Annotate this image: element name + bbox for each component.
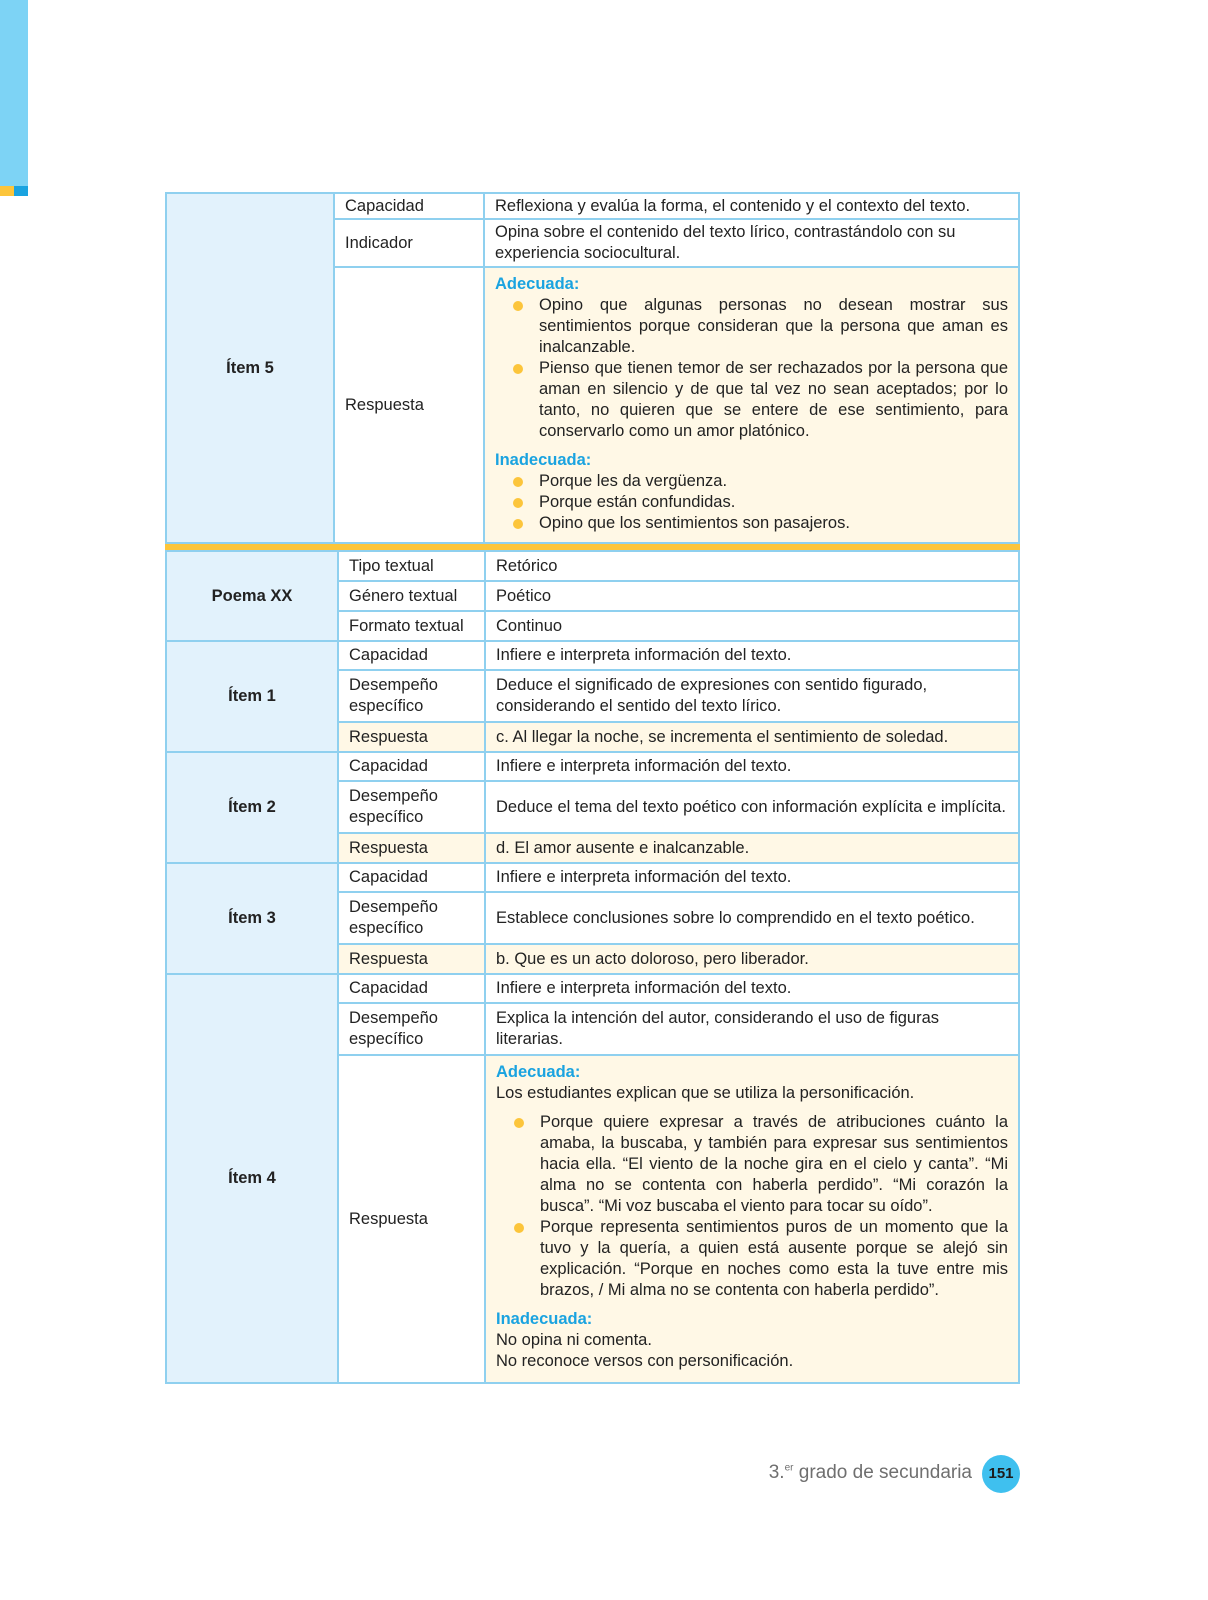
item5-capacidad: Reflexiona y evalúa la forma, el contenido y el contexto del texto. (484, 193, 1019, 219)
genero-textual-label: Género textual (338, 581, 485, 611)
item5-table (165, 192, 1020, 580)
list-item: Pienso que tienen temor de ser rechazados por la persona que aman en silencio y de que tal vez no sean aceptados; por lo tanto, no quieren que se entere de ese sentimiento, para conservarlo como un amor platónico. (495, 358, 1008, 442)
page-number: 151 (982, 1455, 1020, 1493)
item2-respuesta: d. El amor ausente e inalcanzable. (485, 833, 1019, 863)
list-item: Porque están confundidas. (495, 492, 1008, 513)
item5-title: Ítem 5 (166, 193, 334, 543)
desempeno-line-2: específico (349, 808, 424, 826)
item5-inadecuada-label: Inadecuada: (495, 451, 592, 469)
item3-respuesta-label: Respuesta (338, 944, 485, 974)
item4-inadecuada-1: No opina ni comenta. (496, 1331, 652, 1349)
item4-adecuada-intro: Los estudiantes explican que se utiliza la personificación. (496, 1084, 915, 1102)
item4-respuesta (485, 1055, 1019, 1383)
item3-desempeno: Establece conclusiones sobre lo comprendido en el texto poético. (485, 892, 1019, 944)
item4-inadecuada-label: Inadecuada: (496, 1310, 593, 1328)
item2-desempeno: Deduce el tema del texto poético con información explícita e implícita. (485, 781, 1019, 833)
formato-textual-label: Formato textual (338, 611, 485, 641)
item2-respuesta-label: Respuesta (338, 833, 485, 863)
desempeno-line-2: específico (349, 1030, 424, 1048)
item4-capacidad: Infiere e interpreta información del texto. (485, 974, 1019, 1003)
item5-capacidad-label: Capacidad (334, 193, 484, 219)
poema-title: Poema XX (166, 551, 338, 641)
item5-indicador-label: Indicador (334, 219, 484, 267)
list-item: Opino que los sentimientos son pasajeros. (495, 513, 1008, 534)
item2-title: Ítem 2 (166, 752, 338, 863)
list-item: Opino que algunas personas no desean mostrar sus sentimientos porque consideran que la persona que aman es inalcanzable. (495, 295, 1008, 358)
desempeno-line-2: específico (349, 919, 424, 937)
grade-text: grado de secundaria (793, 1462, 972, 1483)
item5-adecuada-list (495, 295, 1008, 442)
texto2-table (165, 550, 1020, 1384)
side-color-bar (0, 0, 28, 186)
desempeno-line-1: Desempeño (349, 676, 438, 694)
desempeno-line-1: Desempeño (349, 1009, 438, 1027)
item5-adecuada-label: Adecuada: (495, 275, 580, 293)
item2-capacidad: Infiere e interpreta información del texto. (485, 752, 1019, 781)
item5-respuesta (484, 267, 1019, 543)
desempeno-line-2: específico (349, 697, 424, 715)
item4-respuesta-label: Respuesta (338, 1055, 485, 1383)
list-item: Porque representa sentimientos puros de un momento que la tuvo y la quería, a quien está ausente porque se alejó sin explicación. “Porque en noches como esta la tuve entre mis brazos, / Mi alma no se contenta con haberla perdido”. (496, 1217, 1008, 1301)
item1-respuesta: c. Al llegar la noche, se incrementa el sentimiento de soledad. (485, 722, 1019, 752)
list-item: Porque les da vergüenza. (495, 471, 1008, 492)
item1-capacidad: Infiere e interpreta información del texto. (485, 641, 1019, 670)
grade-superscript: er (784, 1462, 794, 1474)
item1-capacidad-label: Capacidad (338, 641, 485, 670)
item1-desempeno-label (338, 670, 485, 722)
item2-capacidad-label: Capacidad (338, 752, 485, 781)
tipo-textual-label: Tipo textual (338, 551, 485, 581)
item1-desempeno: Deduce el significado de expresiones con sentido figurado, considerando el sentido del texto lírico. (485, 670, 1019, 722)
genero-textual: Poético (485, 581, 1019, 611)
item5-inadecuada-list (495, 471, 1008, 534)
desempeno-line-1: Desempeño (349, 898, 438, 916)
footer-grade (769, 1462, 972, 1484)
item3-desempeno-label (338, 892, 485, 944)
item4-inadecuada-2: No reconoce versos con personificación. (496, 1352, 794, 1370)
desempeno-line-1: Desempeño (349, 787, 438, 805)
side-accent-blue (14, 186, 28, 196)
item3-title: Ítem 3 (166, 863, 338, 974)
grade-number: 3. (768, 1462, 785, 1483)
formato-textual: Continuo (485, 611, 1019, 641)
list-item: Porque quiere expresar a través de atribuciones cuánto la amaba, la buscaba, y también para expresar sus sentimientos hacia ella. “El viento de la noche gira en el cielo y canta”. “Mi alma no se contenta con haberla perdido”. “Mi corazón la busca”. “Mi voz buscaba el viento para tocar su oído”. (496, 1112, 1008, 1217)
item5-respuesta-label: Respuesta (334, 267, 484, 543)
item1-title: Ítem 1 (166, 641, 338, 752)
item3-capacidad: Infiere e interpreta información del texto. (485, 863, 1019, 892)
item1-respuesta-label: Respuesta (338, 722, 485, 752)
item4-adecuada-label: Adecuada: (496, 1063, 581, 1081)
item5-indicador: Opina sobre el contenido del texto lírico, contrastándolo con su experiencia sociocultural. (484, 219, 1019, 267)
side-accent-yellow (0, 186, 14, 196)
item4-title: Ítem 4 (166, 974, 338, 1383)
item3-respuesta: b. Que es un acto doloroso, pero liberador. (485, 944, 1019, 974)
item4-desempeno-label (338, 1003, 485, 1055)
item3-capacidad-label: Capacidad (338, 863, 485, 892)
item2-desempeno-label (338, 781, 485, 833)
tipo-textual: Retórico (485, 551, 1019, 581)
item4-capacidad-label: Capacidad (338, 974, 485, 1003)
item4-adecuada-list (496, 1112, 1008, 1301)
item4-desempeno: Explica la intención del autor, considerando el uso de figuras literarias. (485, 1003, 1019, 1055)
